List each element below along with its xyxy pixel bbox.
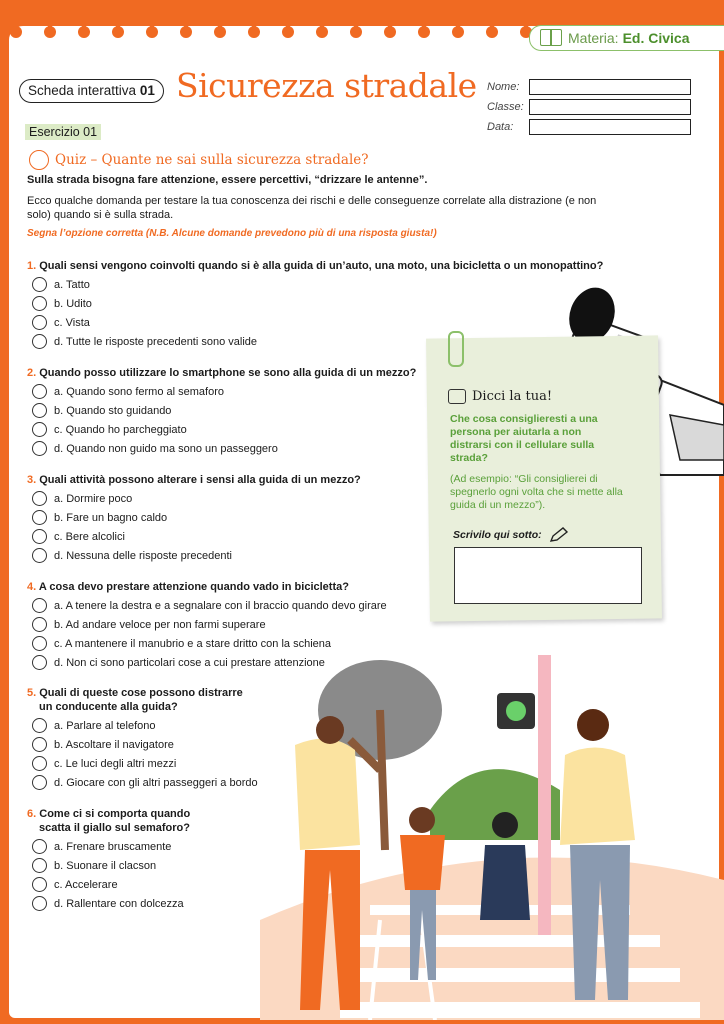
opinion-question: Che cosa consiglieresti a una persona per aiutarla a non distrarsi con il cellulare sulla strada? — [450, 413, 598, 464]
binder-ring — [78, 0, 90, 38]
paperclip-icon — [448, 331, 464, 367]
binder-ring — [214, 0, 226, 38]
radio-circle[interactable] — [32, 839, 47, 854]
radio-circle[interactable] — [32, 315, 47, 330]
answer-option[interactable] — [32, 277, 90, 292]
binder-ring — [180, 0, 192, 38]
binder-ring — [350, 0, 362, 38]
radio-circle[interactable] — [32, 598, 47, 613]
answer-option[interactable] — [32, 403, 171, 418]
radio-circle[interactable] — [32, 277, 47, 292]
question-text: Quali attività possono alterare i sensi alla guida di un mezzo? — [39, 474, 361, 486]
name-label: Nome: — [487, 81, 520, 93]
binder-ring — [282, 0, 294, 38]
option-label: d. Rallentare con dolcezza — [54, 897, 184, 910]
radio-circle[interactable] — [32, 775, 47, 790]
option-label: d. Tutte le risposte precedenti sono valide — [54, 335, 258, 348]
radio-circle[interactable] — [32, 296, 47, 311]
binder-ring — [418, 0, 430, 38]
family-crossing-illustration — [260, 650, 724, 1020]
option-label: c. Bere alcolici — [54, 530, 125, 543]
radio-circle[interactable] — [32, 510, 47, 525]
quiz-heading — [29, 150, 369, 170]
answer-option[interactable] — [32, 384, 224, 399]
radio-circle[interactable] — [32, 384, 47, 399]
radio-circle[interactable] — [32, 334, 47, 349]
answer-option[interactable] — [32, 839, 171, 854]
radio-circle[interactable] — [32, 877, 47, 892]
exercise-label: Esercizio 01 — [25, 124, 101, 140]
answer-option[interactable] — [32, 296, 92, 311]
binder-ring — [452, 0, 464, 38]
question-number: 1. — [27, 260, 37, 272]
answer-option[interactable] — [32, 858, 156, 873]
radio-circle[interactable] — [32, 403, 47, 418]
date-label: Data: — [487, 121, 514, 133]
answer-option[interactable] — [32, 737, 174, 752]
subject-value: Ed. Civica — [622, 30, 690, 46]
subject-label: Materia: — [568, 30, 619, 46]
answer-option[interactable] — [32, 315, 90, 330]
option-label: c. Vista — [54, 316, 90, 329]
radio-circle[interactable] — [32, 529, 47, 544]
question-3 — [27, 473, 361, 487]
thinking-face-icon — [29, 150, 49, 170]
question-number: 5. — [27, 687, 37, 699]
option-label: a. A tenere la destra e a segnalare con il braccio quando devo girare — [54, 599, 387, 612]
answer-option[interactable] — [32, 491, 132, 506]
radio-circle[interactable] — [32, 718, 47, 733]
option-label: a. Frenare bruscamente — [54, 840, 172, 853]
binder-ring — [146, 0, 158, 38]
radio-circle[interactable] — [32, 617, 47, 632]
option-label: d. Giocare con gli altri passeggeri a bordo — [54, 776, 258, 789]
answer-option[interactable] — [32, 896, 184, 911]
option-label: a. Quando sono fermo al semaforo — [54, 385, 224, 398]
pencil-icon — [549, 527, 569, 543]
answer-option[interactable] — [32, 334, 257, 349]
intro-bold: Sulla strada bisogna fare attenzione, essere percettivi, “drizzare le antenne”. — [27, 174, 428, 186]
radio-circle[interactable] — [32, 655, 47, 670]
answer-option[interactable] — [32, 548, 232, 563]
date-field[interactable] — [529, 119, 691, 135]
radio-circle[interactable] — [32, 896, 47, 911]
option-label: a. Parlare al telefono — [54, 719, 156, 732]
answer-option[interactable] — [32, 636, 331, 651]
opinion-heading — [448, 389, 552, 404]
radio-circle[interactable] — [32, 636, 47, 651]
option-label: b. Suonare il clacson — [54, 859, 157, 872]
question-4 — [27, 580, 349, 594]
question-text: Quali di queste cose possono distrarre — [39, 687, 243, 699]
opinion-title: Dicci la tua! — [472, 389, 553, 404]
opinion-example: (Ad esempio: “Gli consiglierei di spegnerlo ogni volta che si mette alla guida di un mezzo”). — [450, 473, 623, 511]
answer-option[interactable] — [32, 775, 258, 790]
binder-ring — [10, 0, 22, 38]
radio-circle[interactable] — [32, 756, 47, 771]
answer-textbox[interactable] — [454, 547, 642, 604]
question-text-line2: scatta il giallo sul semaforo? — [39, 822, 190, 834]
option-label: c. A mantenere il manubrio e a stare dritto con la schiena — [54, 637, 331, 650]
binder-ring — [486, 0, 498, 38]
option-label: c. Le luci degli altri mezzi — [54, 757, 177, 770]
quiz-title: Quiz – Quante ne sai sulla sicurezza stradale? — [55, 152, 369, 168]
answer-option[interactable] — [32, 441, 278, 456]
option-label: d. Non ci sono particolari cose a cui prestare attenzione — [54, 656, 325, 669]
binder-ring — [248, 0, 260, 38]
question-number: 4. — [27, 581, 37, 593]
radio-circle[interactable] — [32, 737, 47, 752]
question-2 — [27, 366, 416, 380]
intro-text: Ecco qualche domanda per testare la tua conoscenza dei rischi e delle conseguenze correlate alla distrazione (e non solo) quando si è sulla strada. — [27, 195, 597, 221]
answer-option[interactable] — [32, 756, 176, 771]
question-5 — [27, 686, 243, 714]
binder-ring — [316, 0, 328, 38]
class-label: Classe: — [487, 101, 524, 113]
speech-bubbles-icon — [448, 389, 466, 404]
radio-circle[interactable] — [32, 422, 47, 437]
answer-option[interactable] — [32, 718, 156, 733]
option-label: b. Quando sto guidando — [54, 404, 172, 417]
option-label: d. Quando non guido ma sono un passeggero — [54, 442, 278, 455]
question-1 — [27, 259, 603, 273]
question-6 — [27, 807, 190, 835]
answer-option[interactable] — [32, 529, 125, 544]
radio-circle[interactable] — [32, 441, 47, 456]
answer-option[interactable] — [32, 510, 167, 525]
option-label: c. Quando ho parcheggiato — [54, 423, 187, 436]
radio-circle[interactable] — [32, 491, 47, 506]
question-text: A cosa devo prestare attenzione quando vado in bicicletta? — [38, 581, 349, 593]
instruction: Segna l’opzione corretta (N.B. Alcune domande prevedono più di una risposta giusta!) — [27, 228, 437, 239]
option-label: b. Ascoltare il navigatore — [54, 738, 174, 751]
radio-circle[interactable] — [32, 548, 47, 563]
binder-ring — [112, 0, 124, 38]
sheet-label: Scheda interattiva — [28, 83, 137, 98]
name-field[interactable] — [529, 79, 691, 95]
binder-ring — [44, 0, 56, 38]
question-text-line2: un conducente alla guida? — [39, 701, 178, 713]
option-label: a. Dormire poco — [54, 492, 133, 505]
sheet-badge — [19, 79, 164, 103]
option-label: a. Tatto — [54, 278, 90, 291]
option-label: d. Nessuna delle risposte precedenti — [54, 549, 232, 562]
question-text: Come ci si comporta quando — [39, 808, 191, 820]
question-text: Quali sensi vengono coinvolti quando si è alla guida di un’auto, una moto, una bicicletta o un monopattino? — [39, 260, 604, 272]
answer-option[interactable] — [32, 877, 118, 892]
radio-circle[interactable] — [32, 858, 47, 873]
book-icon — [540, 29, 562, 46]
write-label: Scrivilo qui sotto: — [453, 527, 569, 543]
subject-tab — [529, 25, 724, 51]
class-field[interactable] — [529, 99, 691, 115]
option-label: b. Ad andare veloce per non farmi superare — [54, 618, 266, 631]
option-label: b. Udito — [54, 297, 92, 310]
answer-option[interactable] — [32, 617, 266, 632]
answer-option[interactable] — [32, 422, 187, 437]
answer-option[interactable] — [32, 598, 387, 613]
option-label: c. Accelerare — [54, 878, 118, 891]
page-title: Sicurezza stradale — [176, 66, 477, 105]
question-number: 6. — [27, 808, 37, 820]
binder-ring — [384, 0, 396, 38]
question-number: 3. — [27, 474, 37, 486]
question-number: 2. — [27, 367, 37, 379]
sheet-number: 01 — [139, 83, 155, 98]
option-label: b. Fare un bagno caldo — [54, 511, 168, 524]
question-text: Quando posso utilizzare lo smartphone se sono alla guida di un mezzo? — [39, 367, 417, 379]
